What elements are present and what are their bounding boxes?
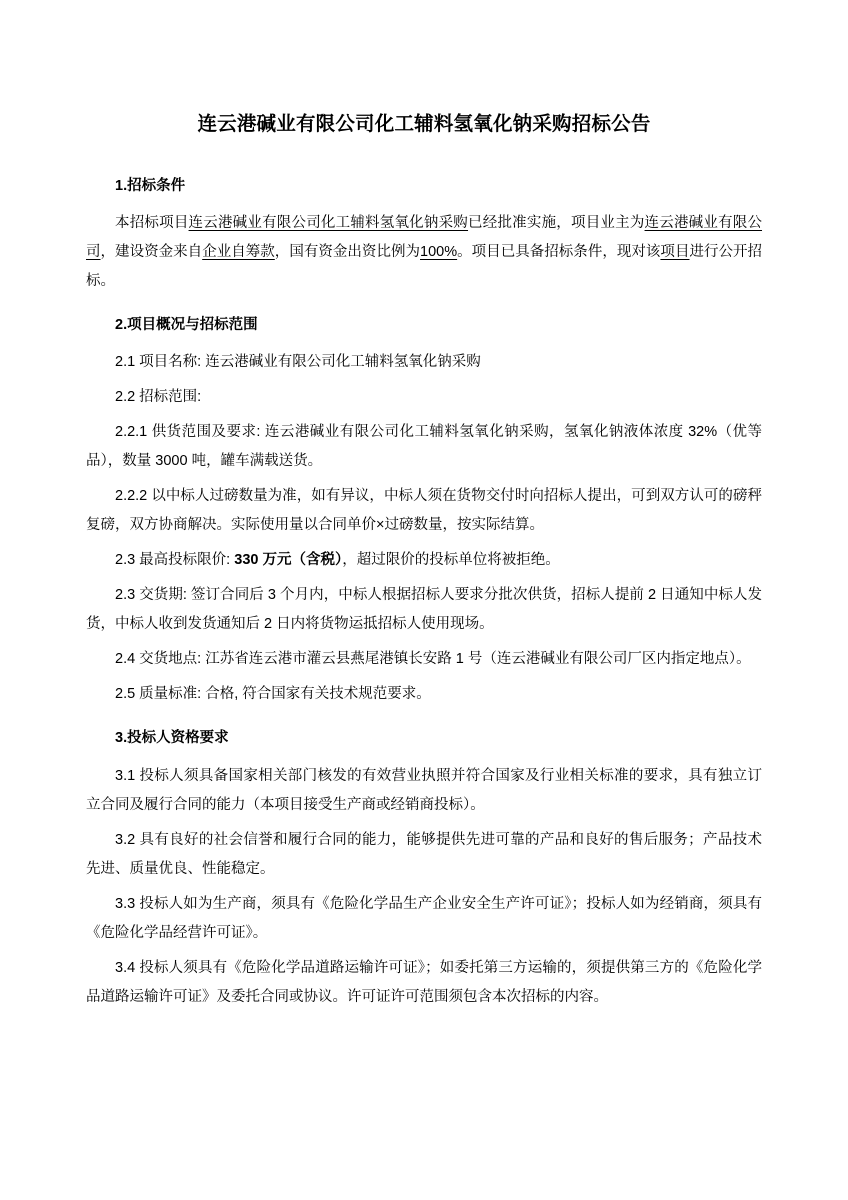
text-run: 连云港碱业有限公司化工辅料氢氧化钠采购 (188, 215, 469, 232)
text-run: 2.4 交货地点: 江苏省连云港市灌云县燕尾港镇长安路 1 号（连云港碱业有限公司厂区内指定地点）。 (115, 651, 751, 668)
paragraph (86, 209, 762, 296)
text-run: ，国有资金出资比例为 (274, 244, 421, 261)
text-run: 2.1 项目名称: 连云港碱业有限公司化工辅料氢氧化钠采购 (115, 354, 481, 371)
paragraph (86, 680, 762, 709)
paragraph (86, 383, 762, 412)
text-run: 3.3 投标人如为生产商，须具有《危险化学品生产企业安全生产许可证》；投标人如为经销商，须具有《危险化学品经营许可证》。 (86, 895, 762, 941)
paragraph (86, 482, 762, 540)
text-run: ，建设资金来自 (100, 244, 203, 261)
text-run: 。项目已具备招标条件，现对该 (457, 244, 661, 261)
text-run: 企业自筹款 (202, 244, 275, 261)
paragraph (86, 418, 762, 476)
page-title: 连云港碱业有限公司化工辅料氢氧化钠采购招标公告 (197, 113, 651, 135)
text-run: 已经批准实施，项目业主为 (468, 215, 645, 232)
text-run: 2.3 交货期: 签订合同后 3 个月内，中标人根据招标人要求分批次供货，招标人提前 2 日通知中标人发货，中标人收到发货通知后 2 日内将货物运抵招标人使用现场。 (86, 587, 762, 633)
text-run: 3.2 具有良好的社会信誉和履行合同的能力，能够提供先进可靠的产品和良好的售后服务；产品技术先进、质量优良、性能稳定。 (86, 831, 762, 877)
section-heading: 3.投标人资格要求 (115, 730, 229, 747)
section-heading: 1.招标条件 (115, 178, 186, 195)
paragraph (86, 348, 762, 377)
text-run: 3.1 投标人须具备国家相关部门核发的有效营业执照并符合国家及行业相关标准的要求，具有独立订立合同及履行合同的能力（本项目接受生产商或经销商投标）。 (86, 767, 762, 813)
text-run: 连云港碱业有限公司 (86, 215, 763, 261)
paragraph (86, 890, 762, 948)
text-run: 2.2.1 供货范围及要求: 连云港碱业有限公司化工辅料氢氧化钠采购，氢氧化钠液体浓度 32%（优等品），数量 3000 吨，罐车满载送货。 (86, 424, 762, 470)
paragraph (86, 546, 762, 575)
paragraph (86, 762, 762, 820)
text-run: 3.4 投标人须具有《危险化学品道路运输许可证》；如委托第三方运输的，须提供第三方的《危险化学品道路运输许可证》及委托合同或协议。许可证许可范围须包含本次招标的内容。 (86, 959, 762, 1005)
text-run: 进行公开招标。 (86, 244, 763, 290)
text-run: 本招标项目 (115, 215, 189, 232)
section-heading: 2.项目概况与招标范围 (115, 317, 258, 334)
text-run: 100% (420, 244, 458, 261)
text-run: 2.3 最高投标限价: (115, 552, 235, 569)
text-run: 2.2 招标范围: (115, 389, 202, 406)
paragraph (86, 826, 762, 884)
text-run: ，超过限价的投标单位将被拒绝。 (342, 552, 560, 569)
paragraph (86, 581, 762, 639)
document-body (86, 173, 762, 1011)
text-run: 2.5 质量标准: 合格, 符合国家有关技术规范要求。 (115, 686, 431, 703)
text-run: 330 万元（含税） (234, 552, 343, 569)
paragraph (86, 954, 762, 1012)
paragraph (86, 645, 762, 674)
text-run: 2.2.2 以中标人过磅数量为准，如有异议，中标人须在货物交付时向招标人提出，可到双方认可的磅秤复磅，双方协商解决。实际使用量以合同单价×过磅数量，按实际结算。 (86, 488, 762, 534)
text-run: 项目 (660, 244, 690, 261)
